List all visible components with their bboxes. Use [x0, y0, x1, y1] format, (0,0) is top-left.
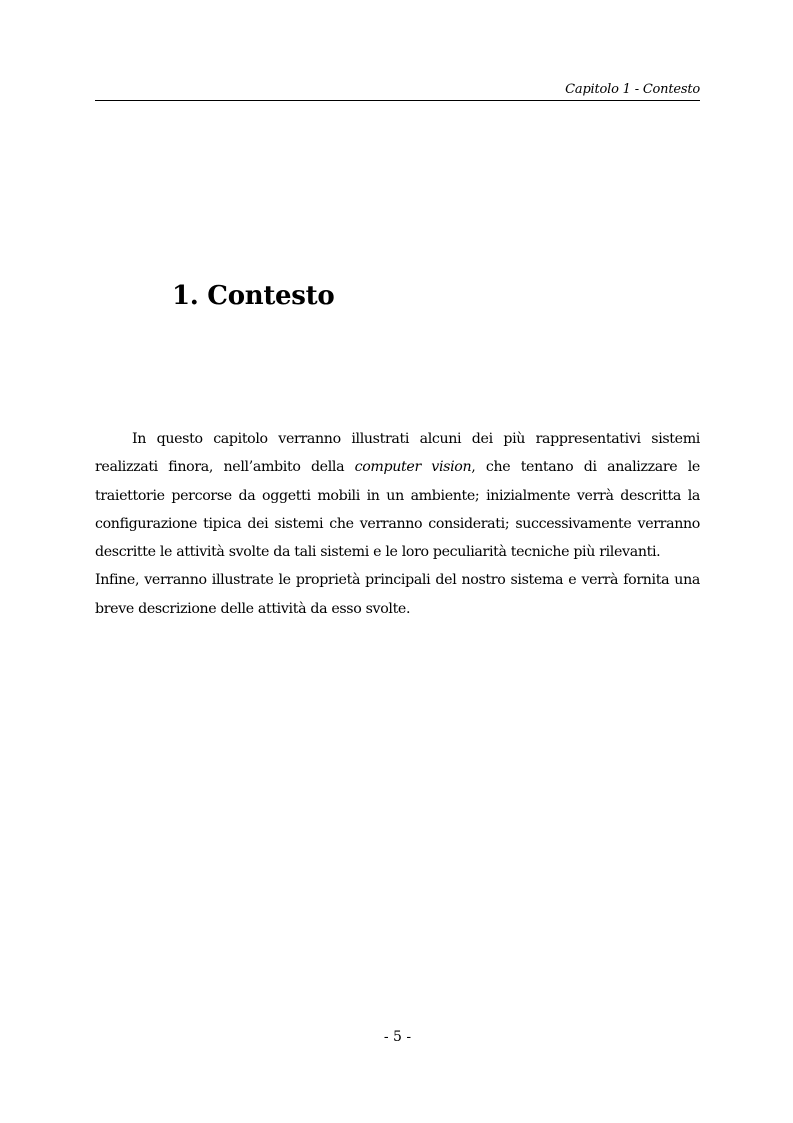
paragraph-conclusion: Infine, verranno illustrate le proprietà principali del nostro sistema e verrà fornita una breve descrizione delle attività da esso svolte.: [95, 572, 700, 617]
paragraph-intro: [95, 425, 700, 566]
header-rule: [95, 100, 700, 101]
page-number: - 5 -: [383, 1029, 412, 1045]
running-header: Capitolo 1 - Contesto: [565, 82, 700, 97]
chapter-body: [95, 425, 700, 623]
paragraph-intro-start: In questo capitolo verranno illustrati alcuni dei più rappresentativi sistemi realizzati finora, nell’ambito della: [95, 431, 700, 476]
paragraph-intro-emphasis: computer vision: [354, 459, 472, 476]
paragraph-intro-end: , che tentano di analizzare le traiettorie percorse da oggetti mobili in un ambiente; inizialmente verrà descritta la configurazione tipica dei sistemi che verranno considerati; successivamente verranno descritte le attività svolte da tali sistemi e le loro peculiarità tecniche più rilevanti.: [95, 459, 700, 561]
chapter-title: 1. Contesto: [172, 281, 335, 311]
